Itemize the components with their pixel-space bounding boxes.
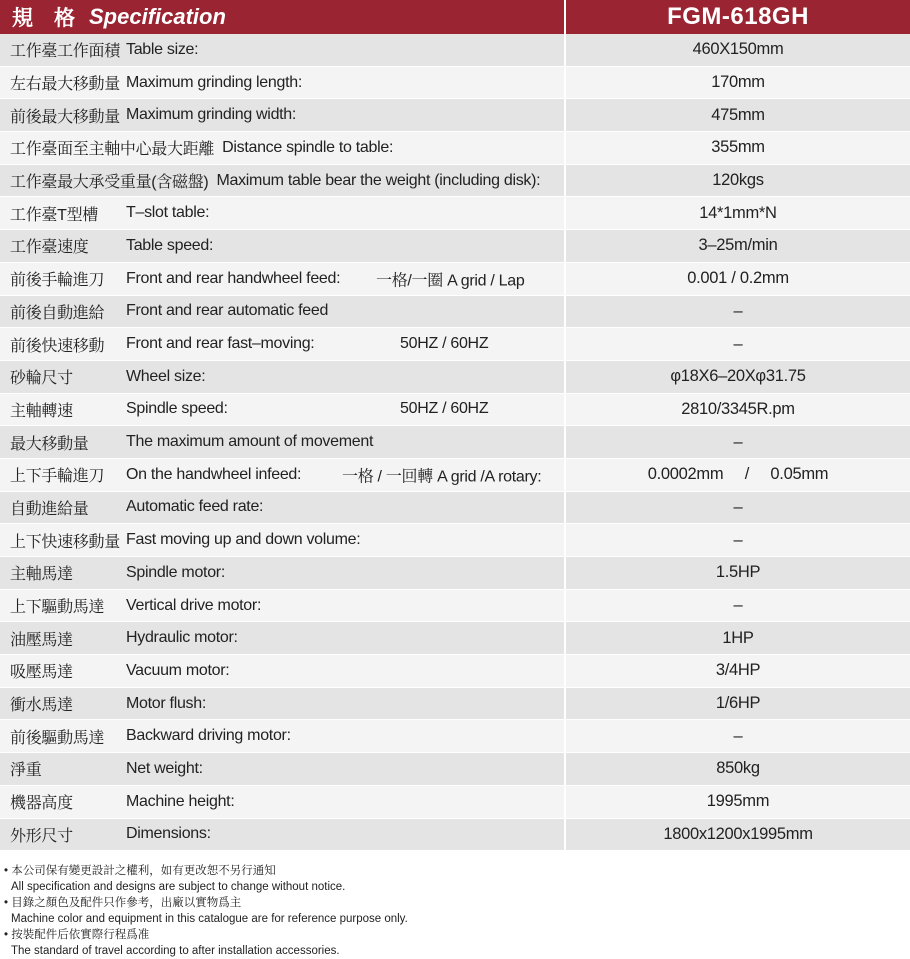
spec-value: –	[733, 530, 743, 549]
table-row	[0, 165, 910, 198]
spec-label-en: Backward driving motor:	[126, 727, 291, 745]
spec-label-cell	[0, 557, 566, 589]
spec-label-en: Distance spindle to table:	[222, 138, 394, 156]
spec-value: 850kg	[716, 759, 760, 778]
spec-label-en: Vacuum motor:	[126, 661, 230, 679]
spec-label-zh: 前後最大移動量	[10, 108, 120, 126]
model-name: FGM-618GH	[667, 3, 809, 30]
spec-label-en: The maximum amount of movement	[126, 433, 374, 451]
spec-label-zh: 工作臺工作面積	[10, 43, 120, 61]
table-row	[0, 426, 910, 459]
spec-value: 1HP	[722, 628, 754, 647]
spec-label-en: Net weight:	[126, 759, 203, 777]
spec-label-en: Motor flush:	[126, 694, 206, 712]
spec-label-cell	[0, 655, 566, 687]
table-row	[0, 230, 910, 263]
footnote-en: Machine color and equipment in this catalogue are for reference purpose only.	[11, 913, 408, 926]
spec-label-en: Hydraulic motor:	[126, 629, 238, 647]
spec-value: 1995mm	[706, 792, 770, 811]
spec-label-en: Machine height:	[126, 792, 235, 810]
spec-label-zh: 左右最大移動量	[10, 76, 120, 94]
table-row	[0, 492, 910, 525]
spec-value: –	[733, 432, 743, 451]
spec-label-cell	[0, 263, 566, 295]
table-row	[0, 263, 910, 296]
table-row	[0, 328, 910, 361]
table-row	[0, 361, 910, 394]
spec-label-cell	[0, 328, 566, 360]
spec-label-zh: 工作臺面至主軸中心最大距離	[10, 141, 215, 159]
spec-label-cell	[0, 132, 566, 164]
spec-label-cell	[0, 459, 566, 491]
table-row	[0, 132, 910, 165]
spec-value: –	[733, 497, 743, 516]
spec-label-en: On the handwheel infeed:	[126, 465, 302, 483]
spec-value: 3/4HP	[715, 661, 761, 680]
spec-value: 0.001 / 0.2mm	[687, 269, 789, 288]
spec-label-cell	[0, 590, 566, 622]
spec-label-zh: 油壓馬達	[10, 631, 73, 649]
spec-label-en: Front and rear fast–moving:	[126, 335, 315, 353]
table-row	[0, 655, 910, 688]
spec-label-zh: 主軸轉速	[10, 402, 73, 420]
spec-label-extra: 一格 / 一回轉 A grid /A rotary:	[342, 468, 542, 486]
spec-value: –	[733, 596, 743, 615]
table-row	[0, 786, 910, 819]
spec-value: 170mm	[711, 73, 765, 92]
spec-label-cell	[0, 67, 566, 99]
spec-label-cell	[0, 720, 566, 752]
spec-value: –	[733, 726, 743, 745]
spec-label-cell	[0, 492, 566, 524]
spec-label-en: Table size:	[126, 40, 199, 58]
spec-label-cell	[0, 165, 566, 197]
spec-label-en: T–slot table:	[126, 204, 210, 222]
title-zh: 規 格	[12, 7, 75, 30]
spec-label-cell	[0, 524, 566, 556]
table-row	[0, 34, 910, 67]
spec-label-zh: 上下驅動馬達	[10, 599, 105, 617]
spec-label-zh: 砂輪尺寸	[10, 370, 73, 388]
footnote-zh: • 本公司保有變更設計之權利，如有更改恕不另行通知	[4, 865, 276, 878]
spec-label-zh: 吸壓馬達	[10, 664, 73, 682]
spec-label-en: Fast moving up and down volume:	[126, 531, 361, 549]
spec-label-zh: 主軸馬達	[10, 566, 73, 584]
spec-label-zh: 前後快速移動	[10, 337, 105, 355]
spec-label-cell	[0, 394, 566, 426]
spec-label-en: Spindle speed:	[126, 400, 228, 418]
spec-label-en: Front and rear automatic feed	[126, 302, 329, 320]
spec-label-zh: 工作臺最大承受重量(含磁盤)	[10, 174, 209, 192]
spec-label-en: Wheel size:	[126, 367, 206, 385]
table-row	[0, 197, 910, 230]
spec-label-zh: 上下手輪進刀	[10, 468, 105, 486]
spec-label-zh: 前後自動進給	[10, 304, 105, 322]
spec-value: 1.5HP	[715, 563, 761, 582]
table-row	[0, 557, 910, 590]
spec-label-en: Maximum grinding length:	[126, 73, 302, 91]
spec-label-cell	[0, 230, 566, 262]
table-row	[0, 590, 910, 623]
spec-value: 3–25m/min	[698, 236, 778, 255]
spec-value: 475mm	[711, 105, 765, 124]
spec-value: 14*1mm*N	[699, 203, 777, 222]
spec-label-cell	[0, 99, 566, 131]
spec-header	[0, 0, 910, 34]
footnote-zh: • 按裝配件后依實際行程爲准	[4, 929, 150, 942]
spec-label-cell	[0, 34, 566, 66]
spec-label-extra: 50HZ / 60HZ	[400, 400, 489, 418]
spec-label-cell	[0, 786, 566, 818]
spec-label-extra: 一格/一圈 A grid / Lap	[376, 272, 525, 290]
footnote-en: The standard of travel according to after installation accessories.	[11, 945, 340, 958]
table-row	[0, 394, 910, 427]
title-en: Specification	[89, 4, 226, 29]
spec-label-zh: 淨重	[10, 762, 42, 780]
spec-label-zh: 自動進給量	[10, 500, 89, 518]
table-row	[0, 688, 910, 721]
spec-value: φ18X6–20Xφ31.75	[670, 367, 806, 386]
table-row	[0, 622, 910, 655]
spec-table	[0, 34, 910, 851]
spec-label-en: Dimensions:	[126, 825, 211, 843]
table-row	[0, 753, 910, 786]
spec-value: 460X150mm	[692, 40, 784, 59]
table-row	[0, 819, 910, 852]
spec-value: –	[733, 334, 743, 353]
spec-label-en: Maximum grinding width:	[126, 106, 297, 124]
spec-label-extra: 50HZ / 60HZ	[400, 335, 489, 353]
spec-label-en: Maximum table bear the weight (including disk):	[216, 171, 541, 189]
spec-value: 355mm	[711, 138, 765, 157]
table-row	[0, 67, 910, 100]
footnote-en: All specification and designs are subject to change without notice.	[11, 881, 346, 894]
spec-label-cell	[0, 622, 566, 654]
table-row	[0, 296, 910, 329]
spec-label-en: Automatic feed rate:	[126, 498, 264, 516]
spec-label-cell	[0, 819, 566, 851]
spec-title	[0, 0, 566, 34]
spec-value: 1/6HP	[715, 694, 761, 713]
spec-label-en: Vertical drive motor:	[126, 596, 262, 614]
footnotes	[0, 851, 910, 959]
spec-label-en: Spindle motor:	[126, 563, 225, 581]
spec-label-cell	[0, 296, 566, 328]
spec-label-zh: 上下快速移動量	[10, 533, 120, 551]
spec-label-cell	[0, 361, 566, 393]
table-row	[0, 99, 910, 132]
spec-label-zh: 最大移動量	[10, 435, 89, 453]
spec-label-en: Front and rear handwheel feed:	[126, 269, 341, 287]
spec-value: 2810/3345R.pm	[681, 399, 795, 418]
table-row	[0, 720, 910, 753]
spec-label-cell	[0, 197, 566, 229]
spec-value: –	[733, 301, 743, 320]
spec-label-zh: 衝水馬達	[10, 697, 73, 715]
spec-label-cell	[0, 753, 566, 785]
spec-label-en: Table speed:	[126, 236, 214, 254]
spec-label-zh: 機器高度	[10, 795, 73, 813]
table-row	[0, 459, 910, 492]
spec-value: 1800x1200x1995mm	[663, 824, 813, 843]
table-row	[0, 524, 910, 557]
spec-label-zh: 工作臺T型槽	[10, 206, 98, 224]
spec-label-zh: 前後手輪進刀	[10, 272, 105, 290]
spec-label-zh: 工作臺速度	[10, 239, 89, 257]
spec-label-cell	[0, 688, 566, 720]
spec-label-cell	[0, 426, 566, 458]
spec-label-zh: 外形尺寸	[10, 827, 73, 845]
footnote-zh: • 目錄之顏色及配件只作參考，出廠以實物爲主	[4, 897, 242, 910]
spec-value: 120kgs	[712, 171, 764, 190]
spec-label-zh: 前後驅動馬達	[10, 729, 105, 747]
spec-value: 0.0002mm / 0.05mm	[647, 465, 829, 484]
